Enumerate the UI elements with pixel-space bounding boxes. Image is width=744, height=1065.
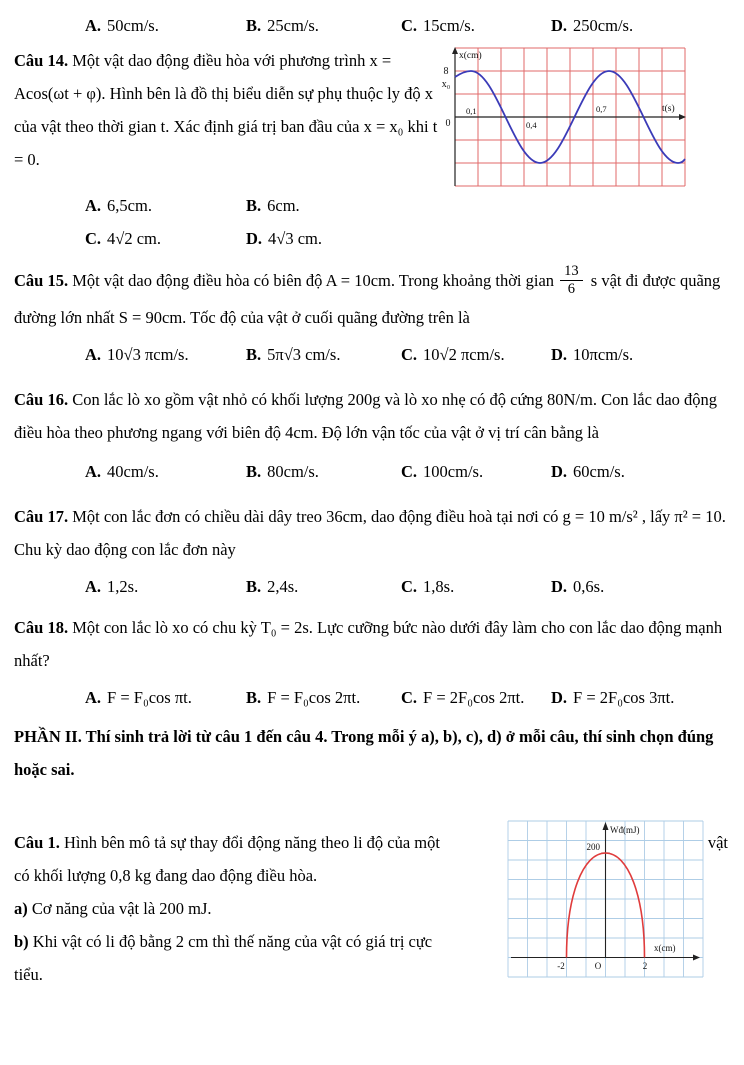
option-letter: B. — [246, 462, 262, 482]
option-text: 2,4s. — [267, 577, 299, 597]
option-text: 80cm/s. — [267, 462, 319, 482]
option-letter: C. — [85, 229, 102, 248]
option-letter: C. — [401, 462, 418, 482]
option-text: 100cm/s. — [423, 462, 484, 482]
option-letter: A. — [85, 462, 102, 482]
q15-body-b: s vật đi được quãng đường lớn nhất S = 90cm. Tốc độ của vật ở cuối quãng đường trên là — [14, 270, 721, 328]
option-c — [401, 455, 551, 488]
item-a-text: Cơ năng của vật là 200 mJ. — [31, 899, 212, 919]
q18-options-row — [14, 681, 730, 714]
q15-body-a: Một vật dao động điều hòa có biên độ A = 10cm. Trong khoảng thời gian — [72, 270, 555, 290]
q15-number: Câu 15. — [14, 270, 69, 290]
q14-number: Câu 14. — [14, 51, 69, 70]
question-18 — [14, 611, 730, 714]
option-text: 10√3 πcm/s. — [107, 345, 189, 365]
option-letter: C. — [401, 577, 418, 597]
q16-options-row — [14, 455, 730, 488]
option-a — [85, 455, 246, 488]
option-letter: D. — [246, 229, 263, 248]
p2q1-line2-text: có khối lượng 0,8 kg đang dao động điều hòa. — [14, 866, 318, 886]
origin-label: 0 — [445, 118, 451, 129]
t-tick-04: 0,4 — [526, 120, 537, 130]
option-a — [85, 9, 246, 42]
option-c — [401, 570, 551, 603]
y-max-tick-label: 200 — [586, 842, 600, 853]
option-letter: B. — [246, 345, 262, 365]
question-14 — [14, 44, 730, 255]
p2q1-line1-text: Hình bên mô tả sự thay đổi động năng theo li độ của một — [63, 833, 440, 853]
p2q1-kinetic-energy-graph — [506, 819, 704, 990]
graph-axes — [455, 52, 681, 186]
option-letter: D. — [551, 462, 568, 482]
x-axis-label: x(cm) — [654, 943, 676, 954]
option-c — [401, 681, 551, 714]
t-tick-07: 0,7 — [596, 104, 607, 114]
option-text: 5π√3 cm/s. — [267, 345, 341, 365]
q17-body: Một con lắc đơn có chiều dài dây treo 36cm, dao động điều hoà tại nơi có g = 10 m/s² , lấy π² = 10. Chu kỳ dao động con lắc đơn này — [14, 507, 726, 560]
displacement-time-graph-svg — [437, 46, 687, 189]
option-d — [551, 338, 730, 371]
option-a — [85, 681, 246, 714]
option-text: 1,8s. — [423, 577, 455, 597]
option-text: 0,6s. — [573, 577, 605, 597]
y-axis-label: x(cm) — [459, 51, 482, 61]
part2-question-1 — [14, 826, 730, 991]
option-text: 50cm/s. — [107, 16, 159, 35]
y-axis-arrow — [603, 822, 609, 830]
y-max-tick-label: 8 — [443, 66, 449, 77]
option-letter: D. — [551, 577, 568, 597]
q14-body: Một vật dao động điều hòa với phương trình x = Acos(ωt + φ). Hình bên là đồ thị biểu diễn sự phụ thuộc ly độ x của vật theo thời gian t. Xác định giá trị ban đầu của x = x₀ khi t = 0. — [14, 51, 438, 169]
option-d — [551, 9, 730, 42]
q16-text — [14, 383, 730, 449]
item-b-cont-text: tiểu. — [14, 965, 43, 985]
item-b-text: Khi vật có li độ bằng 2 cm thì thế năng của vật có giá trị cực — [32, 932, 433, 952]
p2q1-line1-tail: vật — [707, 833, 728, 853]
option-text: F = F₀cos 2πt. — [267, 688, 361, 708]
part2-text: PHẦN II. Thí sinh trả lời từ câu 1 đến câu 4. Trong mỗi ý a), b), c), d) ở mỗi câu, thí sinh chọn đúng hoặc sai. — [14, 727, 714, 780]
option-text: 6cm. — [267, 196, 300, 215]
option-text: 4√3 cm. — [268, 229, 323, 248]
option-letter: D. — [551, 16, 568, 35]
option-d — [551, 455, 730, 488]
item-b-label: b) — [14, 932, 29, 952]
option-a — [85, 189, 246, 222]
option-text: 1,2s. — [107, 577, 139, 597]
fraction-13-6 — [560, 263, 583, 297]
option-text: 10πcm/s. — [573, 345, 634, 365]
q18-body: Một con lắc lò xo có chu kỳ T₀ = 2s. Lực cưỡng bức nào dưới đây làm cho con lắc dao động mạnh nhất? — [14, 618, 723, 671]
question-16 — [14, 383, 730, 488]
option-text: 10√2 πcm/s. — [423, 345, 505, 365]
option-b — [246, 570, 401, 603]
fraction-denominator: 6 — [567, 280, 576, 297]
option-text: 60cm/s. — [573, 462, 625, 482]
q17-text — [14, 500, 730, 566]
option-letter: D. — [551, 688, 568, 708]
q17-number: Câu 17. — [14, 507, 69, 527]
origin-label: O — [594, 961, 602, 972]
option-c — [85, 222, 246, 255]
option-text: 15cm/s. — [423, 16, 475, 35]
option-b — [246, 455, 401, 488]
option-letter: B. — [246, 577, 262, 597]
option-b — [246, 338, 401, 371]
option-d — [551, 681, 730, 714]
option-text: F = 2F₀cos 3πt. — [573, 688, 675, 708]
option-d — [551, 570, 730, 603]
option-text: F = 2F₀cos 2πt. — [423, 688, 525, 708]
option-b — [246, 9, 401, 42]
prev-question-options-row — [14, 9, 730, 42]
q18-number: Câu 18. — [14, 618, 69, 638]
q18-text — [14, 611, 730, 677]
x-axis-arrow — [693, 955, 700, 961]
q17-options-row — [14, 570, 730, 603]
option-c — [401, 9, 551, 42]
option-letter: A. — [85, 577, 102, 597]
item-a-label: a) — [14, 899, 28, 919]
option-b — [246, 681, 401, 714]
option-c — [401, 338, 551, 371]
option-d — [246, 222, 730, 255]
q15-options-row — [14, 338, 730, 371]
q14-text — [14, 44, 438, 176]
x-axis-label: t(s) — [662, 104, 675, 114]
option-letter: D. — [551, 345, 568, 365]
option-letter: A. — [85, 345, 102, 365]
x-pos2-label: 2 — [642, 961, 648, 972]
question-17 — [14, 500, 730, 603]
part2-instructions — [14, 720, 730, 786]
q14-options-row-2 — [14, 222, 730, 255]
question-15 — [14, 263, 730, 371]
option-text: 6,5cm. — [107, 196, 152, 215]
option-letter: A. — [85, 16, 102, 35]
option-a — [85, 338, 246, 371]
option-text: 4√2 cm. — [107, 229, 162, 248]
option-letter: C. — [401, 16, 418, 35]
option-text: F = F₀cos πt. — [107, 688, 192, 708]
q14-displacement-time-graph — [437, 46, 687, 194]
kinetic-energy-graph-svg — [506, 819, 704, 985]
option-letter: B. — [246, 16, 262, 35]
q15-text — [14, 263, 730, 334]
x0-tick-label: x₀ — [441, 79, 451, 90]
q16-number: Câu 16. — [14, 390, 69, 410]
option-letter: B. — [246, 688, 262, 708]
y-axis-label: Wđ(mJ) — [610, 825, 640, 836]
option-letter: B. — [246, 196, 262, 215]
option-a — [85, 570, 246, 603]
option-text: 25cm/s. — [267, 16, 319, 35]
option-text: 250cm/s. — [573, 16, 634, 35]
p2q1-number: Câu 1. — [14, 833, 60, 853]
x-neg2-label: -2 — [557, 961, 565, 972]
option-letter: A. — [85, 196, 102, 215]
fraction-numerator: 13 — [560, 263, 583, 281]
option-letter: A. — [85, 688, 102, 708]
t-tick-01: 0,1 — [466, 106, 477, 116]
q16-body: Con lắc lò xo gồm vật nhỏ có khối lượng 200g và lò xo nhẹ có độ cứng 80N/m. Con lắc dao động điều hòa theo phương ngang với biên độ 4cm. Độ lớn vận tốc của vật ở vị trí cân bằng là — [14, 390, 718, 443]
option-letter: C. — [401, 345, 418, 365]
option-letter: C. — [401, 688, 418, 708]
option-text: 40cm/s. — [107, 462, 159, 482]
